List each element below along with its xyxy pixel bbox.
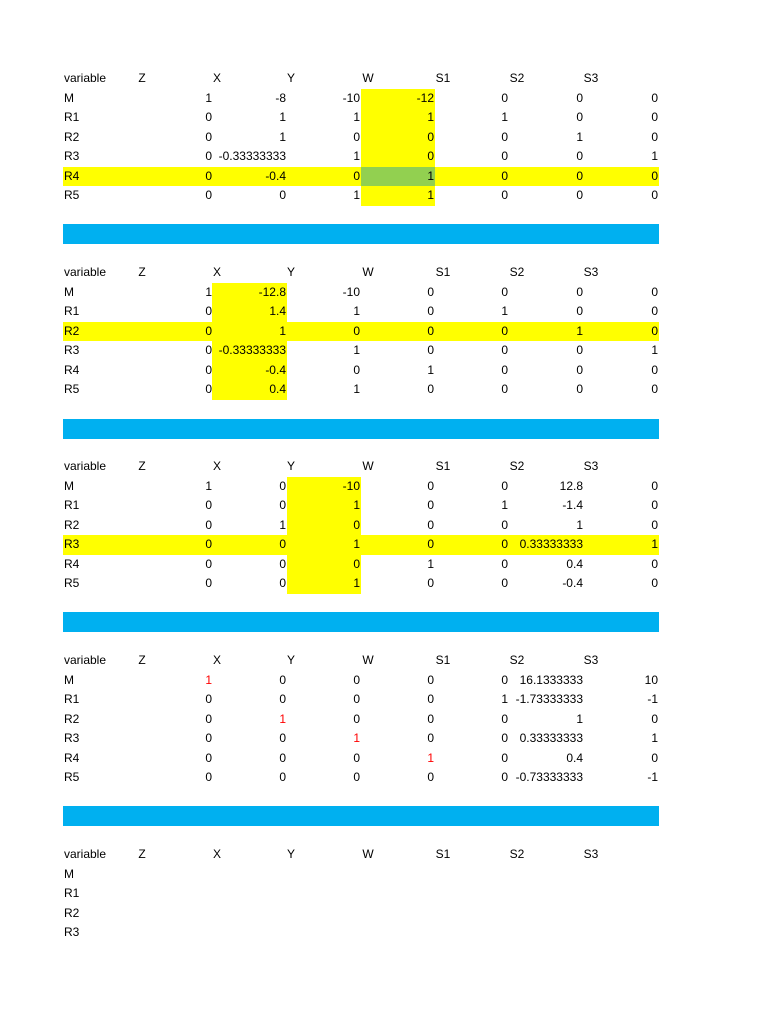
row-label-r3[interactable]: R3 bbox=[64, 925, 80, 939]
table-cell[interactable]: 1 bbox=[353, 731, 360, 745]
table-cell[interactable]: 0 bbox=[279, 672, 286, 687]
table-cell[interactable]: 0 bbox=[501, 149, 508, 163]
table-cell[interactable]: 0 bbox=[353, 556, 360, 571]
header-z[interactable]: Z bbox=[138, 653, 146, 667]
header-y[interactable]: Y bbox=[286, 71, 296, 85]
table-cell[interactable]: 0 bbox=[651, 110, 658, 124]
header-variable[interactable]: variable bbox=[64, 653, 107, 667]
table-cell[interactable]: 0 bbox=[353, 168, 360, 183]
table-cell[interactable]: 0 bbox=[205, 770, 212, 784]
table-cell[interactable]: 0 bbox=[651, 711, 658, 726]
header-w[interactable]: W bbox=[362, 265, 374, 279]
table-cell[interactable]: 1 bbox=[576, 129, 583, 144]
table-cell[interactable]: 10 bbox=[644, 672, 658, 687]
table-cell[interactable]: -10 bbox=[342, 284, 360, 299]
separator-bar bbox=[63, 419, 659, 439]
table-cell[interactable]: -12.8 bbox=[258, 284, 286, 299]
table-cell[interactable]: 0 bbox=[651, 576, 658, 590]
header-s2[interactable]: S2 bbox=[509, 847, 525, 861]
row-label-r2[interactable]: R2 bbox=[64, 905, 80, 920]
table-cell[interactable]: 1 bbox=[651, 537, 658, 551]
table-cell[interactable]: 1 bbox=[427, 362, 434, 377]
table-cell[interactable]: 1 bbox=[427, 188, 434, 202]
row-label-r1[interactable]: R1 bbox=[64, 110, 80, 124]
table-cell[interactable]: -12 bbox=[416, 90, 434, 105]
table-cell[interactable]: 0 bbox=[427, 672, 434, 687]
row-label-r5[interactable]: R5 bbox=[64, 382, 80, 396]
table-cell[interactable]: 0 bbox=[651, 362, 658, 377]
table-cell[interactable]: 12.8 bbox=[559, 478, 583, 493]
table-cell[interactable]: 1 bbox=[205, 284, 212, 299]
table-cell[interactable]: 0 bbox=[501, 537, 508, 551]
table-cell[interactable]: 0 bbox=[501, 323, 508, 338]
header-s3[interactable]: S3 bbox=[583, 847, 599, 861]
table-cell[interactable]: 0.4 bbox=[269, 382, 286, 396]
table-cell[interactable]: 1 bbox=[501, 692, 508, 706]
table-cell[interactable]: -1 bbox=[647, 770, 658, 784]
table-cell[interactable]: 0 bbox=[427, 129, 434, 144]
table-cell[interactable]: 0 bbox=[427, 576, 434, 590]
header-z[interactable]: Z bbox=[138, 459, 146, 473]
table-cell[interactable]: -1 bbox=[647, 692, 658, 706]
table-cell[interactable]: 0.33333333 bbox=[519, 537, 583, 551]
table-cell[interactable]: -1.73333333 bbox=[515, 692, 583, 706]
table-cell[interactable]: -0.4 bbox=[265, 168, 286, 183]
header-variable[interactable]: variable bbox=[64, 847, 107, 861]
table-cell[interactable]: 0 bbox=[501, 343, 508, 357]
table-cell[interactable]: 0 bbox=[576, 168, 583, 183]
header-s1[interactable]: S1 bbox=[435, 459, 451, 473]
table-cell[interactable]: 0 bbox=[205, 517, 212, 532]
table-cell[interactable]: 0 bbox=[651, 517, 658, 532]
table-cell[interactable]: 0 bbox=[427, 149, 434, 163]
table-cell[interactable]: 1 bbox=[205, 90, 212, 105]
table-cell[interactable]: 0 bbox=[279, 731, 286, 745]
header-s2[interactable]: S2 bbox=[509, 653, 525, 667]
table-cell[interactable]: 0 bbox=[651, 304, 658, 318]
row-label-r2[interactable]: R2 bbox=[64, 129, 80, 144]
table-cell[interactable]: 1 bbox=[501, 110, 508, 124]
table-cell[interactable]: 0 bbox=[427, 517, 434, 532]
table-cell[interactable]: 0 bbox=[205, 149, 212, 163]
table-cell[interactable]: 0 bbox=[651, 382, 658, 396]
table-cell[interactable]: 0 bbox=[353, 129, 360, 144]
table-cell[interactable]: 0 bbox=[501, 517, 508, 532]
table-cell[interactable]: 0 bbox=[353, 692, 360, 706]
table-cell[interactable]: 0 bbox=[353, 672, 360, 687]
header-x[interactable]: X bbox=[212, 653, 222, 667]
table-cell[interactable]: 0 bbox=[427, 731, 434, 745]
table-cell[interactable]: 1 bbox=[205, 478, 212, 493]
table-cell[interactable]: 0 bbox=[651, 323, 658, 338]
table-cell[interactable]: 0 bbox=[651, 498, 658, 512]
header-variable[interactable]: variable bbox=[64, 71, 107, 85]
table-cell[interactable]: 0 bbox=[205, 323, 212, 338]
table-cell[interactable]: 0 bbox=[279, 556, 286, 571]
table-cell[interactable]: 0 bbox=[205, 110, 212, 124]
table-cell[interactable]: 1 bbox=[353, 188, 360, 202]
table-cell[interactable]: 0 bbox=[651, 556, 658, 571]
table-cell[interactable]: 0 bbox=[576, 110, 583, 124]
table-cell[interactable]: -0.4 bbox=[265, 362, 286, 377]
header-s1[interactable]: S1 bbox=[435, 71, 451, 85]
row-label-r5[interactable]: R5 bbox=[64, 188, 80, 202]
table-cell[interactable]: -0.33333333 bbox=[218, 343, 286, 357]
table-cell[interactable]: 0 bbox=[427, 770, 434, 784]
header-s2[interactable]: S2 bbox=[509, 265, 525, 279]
table-cell[interactable]: 0 bbox=[501, 731, 508, 745]
table-cell[interactable]: 0 bbox=[205, 304, 212, 318]
header-y[interactable]: Y bbox=[286, 653, 296, 667]
table-cell[interactable]: 1 bbox=[279, 711, 286, 726]
header-x[interactable]: X bbox=[212, 71, 222, 85]
table-cell[interactable]: 0 bbox=[576, 149, 583, 163]
header-x[interactable]: X bbox=[212, 459, 222, 473]
table-cell[interactable]: 0 bbox=[651, 129, 658, 144]
header-variable[interactable]: variable bbox=[64, 265, 107, 279]
row-label-r3[interactable]: R3 bbox=[64, 149, 80, 163]
header-w[interactable]: W bbox=[362, 459, 374, 473]
table-cell[interactable]: 0 bbox=[205, 188, 212, 202]
table-cell[interactable]: 0 bbox=[576, 343, 583, 357]
table-cell[interactable]: 1 bbox=[501, 498, 508, 512]
table-cell[interactable]: 1 bbox=[651, 149, 658, 163]
table-cell[interactable]: 0 bbox=[205, 168, 212, 183]
separator-bar bbox=[63, 806, 659, 826]
table-cell[interactable]: 0 bbox=[205, 731, 212, 745]
table-cell[interactable]: 1 bbox=[427, 556, 434, 571]
table-cell[interactable]: 0 bbox=[427, 711, 434, 726]
table-cell[interactable]: 0 bbox=[427, 284, 434, 299]
table-cell[interactable]: 0 bbox=[501, 672, 508, 687]
table-cell[interactable]: 1 bbox=[353, 343, 360, 357]
table-cell[interactable]: 0 bbox=[501, 129, 508, 144]
table-cell[interactable]: 0 bbox=[205, 711, 212, 726]
table-cell[interactable]: 0 bbox=[279, 498, 286, 512]
header-z[interactable]: Z bbox=[138, 847, 146, 861]
table-cell[interactable]: 1 bbox=[651, 731, 658, 745]
table-cell[interactable]: 0 bbox=[427, 304, 434, 318]
table-cell[interactable]: 0 bbox=[501, 750, 508, 765]
table-cell[interactable]: 0 bbox=[279, 770, 286, 784]
row-label-r5[interactable]: R5 bbox=[64, 576, 80, 590]
table-cell[interactable]: 1 bbox=[501, 304, 508, 318]
table-cell[interactable]: 0 bbox=[353, 362, 360, 377]
table-cell[interactable]: 0 bbox=[501, 90, 508, 105]
table-cell[interactable]: 0 bbox=[427, 343, 434, 357]
table-cell[interactable]: 0 bbox=[501, 362, 508, 377]
table-cell[interactable]: 0 bbox=[501, 711, 508, 726]
table-cell[interactable]: 1 bbox=[353, 149, 360, 163]
row-label-m[interactable]: M bbox=[64, 284, 74, 299]
row-label-r1[interactable]: R1 bbox=[64, 304, 80, 318]
row-label-r4[interactable]: R4 bbox=[64, 362, 80, 377]
highlight-row bbox=[63, 322, 659, 342]
table-cell[interactable]: 0 bbox=[501, 168, 508, 183]
table-cell[interactable]: 0 bbox=[501, 382, 508, 396]
table-cell[interactable]: 0 bbox=[576, 304, 583, 318]
row-label-r1[interactable]: R1 bbox=[64, 498, 80, 512]
table-cell[interactable]: 0 bbox=[279, 478, 286, 493]
table-cell[interactable]: 1 bbox=[279, 129, 286, 144]
header-x[interactable]: X bbox=[212, 265, 222, 279]
header-s2[interactable]: S2 bbox=[509, 71, 525, 85]
table-cell[interactable]: 16.1333333 bbox=[519, 672, 583, 687]
table-cell[interactable]: 0 bbox=[501, 770, 508, 784]
header-s3[interactable]: S3 bbox=[583, 653, 599, 667]
table-cell[interactable]: 0 bbox=[205, 362, 212, 377]
table-cell[interactable]: 0 bbox=[279, 188, 286, 202]
table-cell[interactable]: 0 bbox=[205, 129, 212, 144]
table-cell[interactable]: 0 bbox=[651, 750, 658, 765]
header-s1[interactable]: S1 bbox=[435, 847, 451, 861]
table-cell[interactable]: -1.4 bbox=[562, 498, 583, 512]
table-cell[interactable]: 0 bbox=[651, 168, 658, 183]
table-cell[interactable]: 0 bbox=[353, 711, 360, 726]
header-s2[interactable]: S2 bbox=[509, 459, 525, 473]
row-label-r3[interactable]: R3 bbox=[64, 731, 80, 745]
header-s1[interactable]: S1 bbox=[435, 265, 451, 279]
table-cell[interactable]: 0 bbox=[279, 537, 286, 551]
table-cell[interactable]: 0 bbox=[576, 284, 583, 299]
row-label-r5[interactable]: R5 bbox=[64, 770, 80, 784]
table-cell[interactable]: 0 bbox=[427, 478, 434, 493]
row-label-r4[interactable]: R4 bbox=[64, 168, 80, 183]
table-cell[interactable]: 1 bbox=[651, 343, 658, 357]
header-z[interactable]: Z bbox=[138, 265, 146, 279]
table-cell[interactable]: 0 bbox=[501, 188, 508, 202]
table-cell[interactable]: 0 bbox=[651, 188, 658, 202]
table-cell[interactable]: 0 bbox=[205, 692, 212, 706]
table-cell[interactable]: 0 bbox=[576, 188, 583, 202]
table-cell[interactable]: 0 bbox=[205, 556, 212, 571]
header-y[interactable]: Y bbox=[286, 265, 296, 279]
header-z[interactable]: Z bbox=[138, 71, 146, 85]
table-cell[interactable]: 0 bbox=[501, 576, 508, 590]
row-label-r3[interactable]: R3 bbox=[64, 537, 80, 551]
row-label-r2[interactable]: R2 bbox=[64, 323, 80, 338]
header-w[interactable]: W bbox=[362, 847, 374, 861]
row-label-r2[interactable]: R2 bbox=[64, 517, 80, 532]
row-label-r1[interactable]: R1 bbox=[64, 692, 80, 706]
table-cell[interactable]: 0 bbox=[205, 498, 212, 512]
table-cell[interactable]: 0 bbox=[279, 750, 286, 765]
table-cell[interactable]: 1 bbox=[353, 110, 360, 124]
row-label-r4[interactable]: R4 bbox=[64, 556, 80, 571]
table-cell[interactable]: 0 bbox=[205, 382, 212, 396]
row-label-r2[interactable]: R2 bbox=[64, 711, 80, 726]
header-y[interactable]: Y bbox=[286, 459, 296, 473]
table-cell[interactable]: -8 bbox=[275, 90, 286, 105]
table-cell[interactable]: 0 bbox=[353, 770, 360, 784]
table-cell[interactable]: 0.4 bbox=[566, 556, 583, 571]
table-cell[interactable]: 1 bbox=[427, 750, 434, 765]
table-cell[interactable]: 1 bbox=[279, 517, 286, 532]
table-cell[interactable]: 1 bbox=[353, 304, 360, 318]
table-cell[interactable]: -10 bbox=[342, 478, 360, 493]
table-cell[interactable]: 1 bbox=[576, 517, 583, 532]
table-cell[interactable]: 0 bbox=[205, 576, 212, 590]
table-cell[interactable]: 0 bbox=[427, 537, 434, 551]
table-cell[interactable]: 0 bbox=[427, 692, 434, 706]
header-s3[interactable]: S3 bbox=[583, 265, 599, 279]
row-label-m[interactable]: M bbox=[64, 478, 74, 493]
table-cell[interactable]: 1.4 bbox=[269, 304, 286, 318]
table-cell[interactable]: 1 bbox=[427, 168, 434, 183]
table-cell[interactable]: -0.73333333 bbox=[515, 770, 583, 784]
table-cell[interactable]: 0 bbox=[576, 382, 583, 396]
table-cell[interactable]: 0 bbox=[427, 382, 434, 396]
table-cell[interactable]: 0 bbox=[501, 284, 508, 299]
table-cell[interactable]: 0 bbox=[576, 362, 583, 377]
table-cell[interactable]: 0.4 bbox=[566, 750, 583, 765]
pivot-cell bbox=[361, 167, 435, 187]
row-label-m[interactable]: M bbox=[64, 672, 74, 687]
row-label-r1[interactable]: R1 bbox=[64, 886, 80, 900]
header-x[interactable]: X bbox=[212, 847, 222, 861]
header-s1[interactable]: S1 bbox=[435, 653, 451, 667]
table-cell[interactable]: 0 bbox=[651, 284, 658, 299]
separator-bar bbox=[63, 224, 659, 244]
row-label-r3[interactable]: R3 bbox=[64, 343, 80, 357]
table-cell[interactable]: 0 bbox=[651, 478, 658, 493]
header-s3[interactable]: S3 bbox=[583, 459, 599, 473]
table-cell[interactable]: -0.4 bbox=[562, 576, 583, 590]
table-cell[interactable]: -0.33333333 bbox=[218, 149, 286, 163]
table-cell[interactable]: 0 bbox=[279, 692, 286, 706]
table-cell[interactable]: 0 bbox=[651, 90, 658, 105]
header-w[interactable]: W bbox=[362, 71, 374, 85]
table-cell[interactable]: 1 bbox=[576, 323, 583, 338]
table-cell[interactable]: 1 bbox=[205, 672, 212, 687]
row-label-m[interactable]: M bbox=[64, 866, 74, 881]
table-cell[interactable]: 1 bbox=[353, 498, 360, 512]
table-cell[interactable]: 1 bbox=[576, 711, 583, 726]
row-label-m[interactable]: M bbox=[64, 90, 74, 105]
table-cell[interactable]: 0 bbox=[279, 576, 286, 590]
header-y[interactable]: Y bbox=[286, 847, 296, 861]
table-cell[interactable]: 0.33333333 bbox=[519, 731, 583, 745]
separator-bar bbox=[63, 612, 659, 632]
table-cell[interactable]: 1 bbox=[427, 110, 434, 124]
table-cell[interactable]: 0 bbox=[353, 750, 360, 765]
table-cell[interactable]: 0 bbox=[205, 750, 212, 765]
table-cell[interactable]: 0 bbox=[427, 498, 434, 512]
table-cell[interactable]: 1 bbox=[279, 323, 286, 338]
table-cell[interactable]: 0 bbox=[205, 343, 212, 357]
table-cell[interactable]: -10 bbox=[342, 90, 360, 105]
header-w[interactable]: W bbox=[362, 653, 374, 667]
table-cell[interactable]: 0 bbox=[501, 556, 508, 571]
header-s3[interactable]: S3 bbox=[583, 71, 599, 85]
table-cell[interactable]: 1 bbox=[353, 382, 360, 396]
table-cell[interactable]: 0 bbox=[427, 323, 434, 338]
table-cell[interactable]: 0 bbox=[205, 537, 212, 551]
table-cell[interactable]: 1 bbox=[279, 110, 286, 124]
table-cell[interactable]: 1 bbox=[353, 537, 360, 551]
table-cell[interactable]: 1 bbox=[353, 576, 360, 590]
table-cell[interactable]: 0 bbox=[353, 517, 360, 532]
row-label-r4[interactable]: R4 bbox=[64, 750, 80, 765]
table-cell[interactable]: 0 bbox=[576, 90, 583, 105]
table-cell[interactable]: 0 bbox=[353, 323, 360, 338]
header-variable[interactable]: variable bbox=[64, 459, 107, 473]
table-cell[interactable]: 0 bbox=[501, 478, 508, 493]
